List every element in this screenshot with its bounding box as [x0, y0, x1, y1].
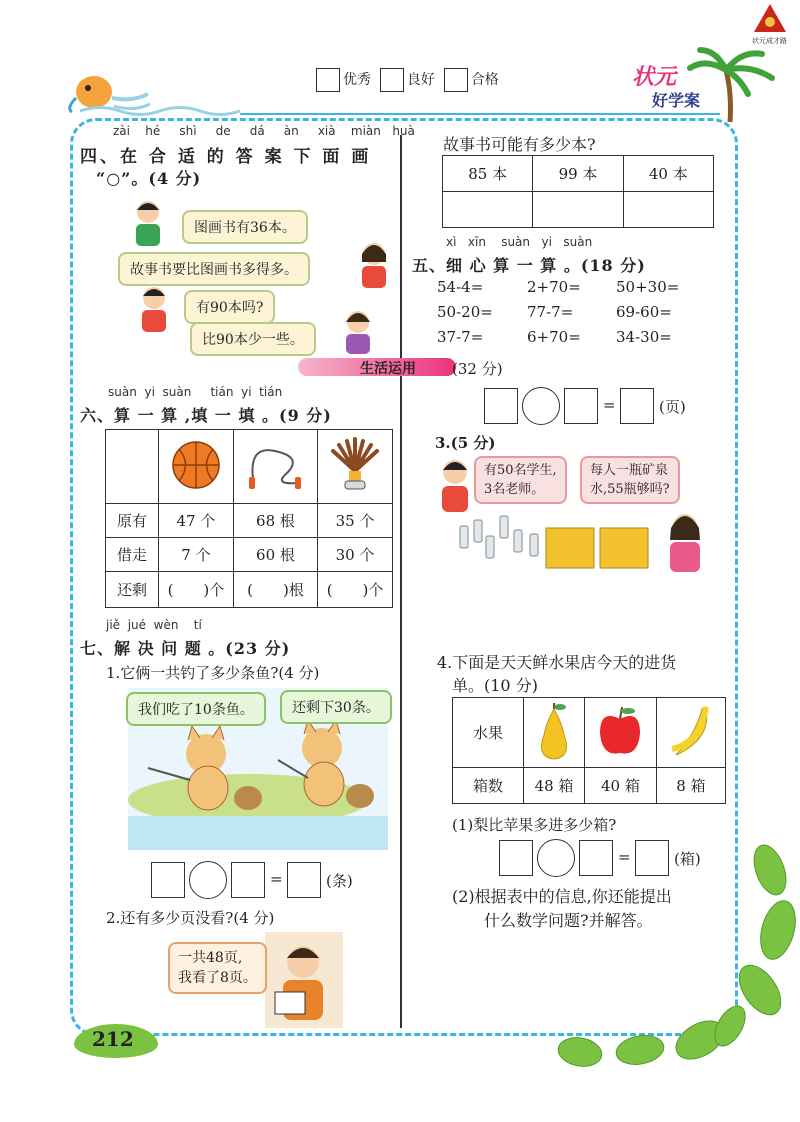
operator-circle[interactable] — [189, 861, 227, 899]
answer-cell[interactable]: ( )个 — [159, 572, 234, 608]
speech-bubble: 有90本吗? — [184, 290, 275, 324]
value-cell: 35 个 — [318, 504, 393, 538]
answer-cell[interactable]: ( )根 — [233, 572, 317, 608]
question-3: 3.(5 分) — [435, 434, 496, 452]
pinyin: xīn — [467, 235, 486, 249]
unit-label: (条) — [326, 872, 353, 890]
section5-heading: 五、细 心 算 一 算 。(18 分) — [412, 256, 646, 275]
speech-bubble — [474, 456, 567, 504]
question-4-line1: 4.下面是天天鲜水果店今天的进货 — [437, 653, 677, 672]
row-label: 还剩 — [106, 572, 159, 608]
value-cell: 47 个 — [159, 504, 234, 538]
unit-label: (页) — [659, 398, 686, 416]
calc-item: 50-20= — [437, 303, 493, 321]
bubble-line: 每人一瓶矿泉 — [590, 463, 669, 478]
shuttlecock-icon — [329, 437, 381, 493]
option-cell: 85 本 — [443, 156, 533, 192]
pinyin: shì — [179, 124, 197, 138]
value-cell: 60 根 — [233, 538, 317, 572]
pinyin: àn — [283, 124, 299, 138]
brand-bottom: 好学案 — [652, 91, 701, 110]
palm-tree-icon — [686, 44, 776, 124]
section4-pinyin — [113, 124, 415, 138]
calc-item: 69-60= — [616, 303, 672, 321]
calc-item: 54-4= — [437, 278, 484, 296]
pinyin: yi — [241, 385, 252, 399]
calc-item: 37-7= — [437, 328, 484, 346]
bubble-line: 3名老师。 — [484, 482, 545, 497]
pinyin: jué — [127, 618, 147, 632]
leaves-decoration — [520, 840, 800, 1080]
option-cell: 40 本 — [623, 156, 713, 192]
bubble-line: 水,55瓶够吗? — [590, 482, 670, 497]
value-cell: 48 箱 — [524, 768, 585, 804]
value-cell: 30 个 — [318, 538, 393, 572]
rating-boxes — [316, 68, 499, 92]
answer-box[interactable] — [151, 862, 185, 898]
rating-excellent: 优秀 — [343, 72, 371, 88]
answer-cell[interactable]: ( )个 — [318, 572, 393, 608]
banner-score: (32 分) — [452, 360, 503, 378]
pinyin: suàn — [162, 385, 192, 399]
bubble-line: 我看了8页。 — [178, 970, 257, 986]
boy-avatar-icon — [134, 284, 174, 332]
answer-cell[interactable] — [623, 192, 713, 228]
speech-bubble: 图画书有36本。 — [182, 210, 308, 244]
calc-item: 2+70= — [527, 278, 581, 296]
speech-bubble — [168, 942, 267, 994]
pinyin: miàn — [350, 124, 381, 138]
section6-pinyin — [108, 385, 282, 399]
calc-item: 77-7= — [527, 303, 574, 321]
girl-avatar-icon — [354, 240, 394, 288]
answer-box[interactable] — [231, 862, 265, 898]
pinyin: suàn — [501, 235, 531, 249]
section7-heading: 七、解 决 问 题 。(23 分) — [80, 639, 291, 658]
apple-cell — [585, 698, 657, 768]
basketball-icon — [170, 439, 222, 491]
pinyin: de — [215, 124, 231, 138]
pinyin: jiě — [106, 618, 121, 632]
pinyin: yi — [541, 235, 552, 249]
banana-cell — [656, 698, 725, 768]
rating-good: 良好 — [406, 72, 435, 88]
answer-box[interactable] — [287, 862, 321, 898]
question-2: 2.还有多少页没看?(4 分) — [106, 909, 275, 927]
girl-avatar-icon — [338, 308, 378, 354]
operator-circle[interactable] — [522, 387, 560, 425]
speech-bubble — [580, 456, 680, 504]
rating-checkbox-excellent[interactable] — [316, 68, 340, 92]
section4-heading: 四、在 合 适 的 答 案 下 面 画 — [80, 147, 372, 167]
pear-cell — [524, 698, 585, 768]
empty-cell — [106, 430, 159, 504]
teacher-avatar-icon — [660, 510, 710, 572]
pinyin: suàn — [563, 235, 593, 249]
pinyin: tián — [259, 385, 283, 399]
calc-item: 6+70= — [527, 328, 581, 346]
rating-checkbox-good[interactable] — [380, 68, 404, 92]
question-4-line2: 单。(10 分) — [452, 676, 538, 695]
banner-label: 生活运用 — [360, 361, 416, 377]
equals-sign: = — [603, 396, 616, 414]
section6-heading: 六、算 一 算 ,填 一 填 。(9 分) — [80, 406, 332, 425]
calc-item: 34-30= — [616, 328, 672, 346]
row-label: 水果 — [453, 698, 524, 768]
jump-rope-icon — [243, 439, 307, 491]
column-divider — [400, 135, 402, 1028]
answer-box[interactable] — [620, 388, 654, 424]
boy-avatar-icon — [128, 198, 168, 246]
rating-checkbox-pass[interactable] — [444, 68, 468, 92]
boy-avatar-icon — [434, 456, 476, 512]
bubble-line: 有50名学生, — [484, 463, 557, 478]
pinyin: zài — [113, 124, 130, 138]
speech-bubble: 我们吃了10条鱼。 — [126, 692, 266, 726]
pinyin: tián — [210, 385, 234, 399]
banana-icon — [666, 703, 716, 759]
shuttlecock-cell — [318, 430, 393, 504]
header-wave-line — [80, 104, 720, 118]
answer-options-table — [442, 155, 714, 228]
answer-cell[interactable] — [533, 192, 623, 228]
section7-pinyin — [106, 618, 202, 632]
question-1: 1.它俩一共钓了多少条鱼?(4 分) — [106, 664, 320, 682]
value-cell: 40 箱 — [585, 768, 657, 804]
items-table — [105, 429, 393, 608]
pinyin: wèn — [153, 618, 179, 632]
unit-label: (箱) — [674, 850, 701, 868]
row-label: 箱数 — [453, 768, 524, 804]
pinyin: tí — [193, 618, 202, 632]
answer-cell[interactable] — [443, 192, 533, 228]
section4-heading-2: “○”。(4 分) — [96, 169, 202, 188]
pinyin: xià — [317, 124, 336, 138]
value-cell: 7 个 — [159, 538, 234, 572]
calc-item: 50+30= — [616, 278, 680, 296]
apple-icon — [594, 703, 646, 759]
rating-pass: 合格 — [470, 72, 499, 88]
section4-question: 故事书可能有多少本? — [443, 135, 596, 154]
brand-top: 状元 — [632, 65, 677, 90]
row-label: 借走 — [106, 538, 159, 572]
equals-sign: = — [270, 870, 283, 888]
answer-box[interactable] — [564, 388, 598, 424]
pinyin: yi — [144, 385, 155, 399]
speech-bubble: 故事书要比图画书多得多。 — [118, 252, 310, 286]
pinyin: hé — [145, 124, 161, 138]
bubble-line: 一共48页, — [178, 950, 243, 966]
fruit-table — [452, 697, 726, 804]
question-4-sub2-line1: (2)根据表中的信息,你还能提出 — [452, 887, 672, 906]
water-bottles-illustration — [456, 512, 666, 570]
question-4-sub2-line2: 什么数学问题?并解答。 — [484, 911, 653, 930]
value-cell: 8 箱 — [656, 768, 725, 804]
option-cell: 99 本 — [533, 156, 623, 192]
row-label: 原有 — [106, 504, 159, 538]
pinyin: suàn — [108, 385, 137, 399]
jump-rope-cell — [233, 430, 317, 504]
pinyin: huà — [392, 124, 415, 138]
pinyin: xì — [446, 235, 457, 249]
pear-icon — [532, 701, 576, 761]
equals-sign: = — [618, 848, 631, 866]
speech-bubble: 比90本少一些。 — [190, 322, 316, 356]
question-4-sub1: (1)梨比苹果多进多少箱? — [452, 816, 617, 834]
answer-box[interactable] — [484, 388, 518, 424]
pinyin: dá — [249, 124, 265, 138]
reading-boy-illustration — [265, 932, 343, 1028]
section5-pinyin — [446, 235, 592, 249]
basketball-cell — [159, 430, 234, 504]
corner-logo-text: 状元成才路 — [752, 37, 787, 45]
page-number: 212 — [92, 1027, 134, 1051]
value-cell: 68 根 — [233, 504, 317, 538]
speech-bubble: 还剩下30条。 — [280, 690, 392, 724]
logo-icon — [752, 2, 788, 34]
